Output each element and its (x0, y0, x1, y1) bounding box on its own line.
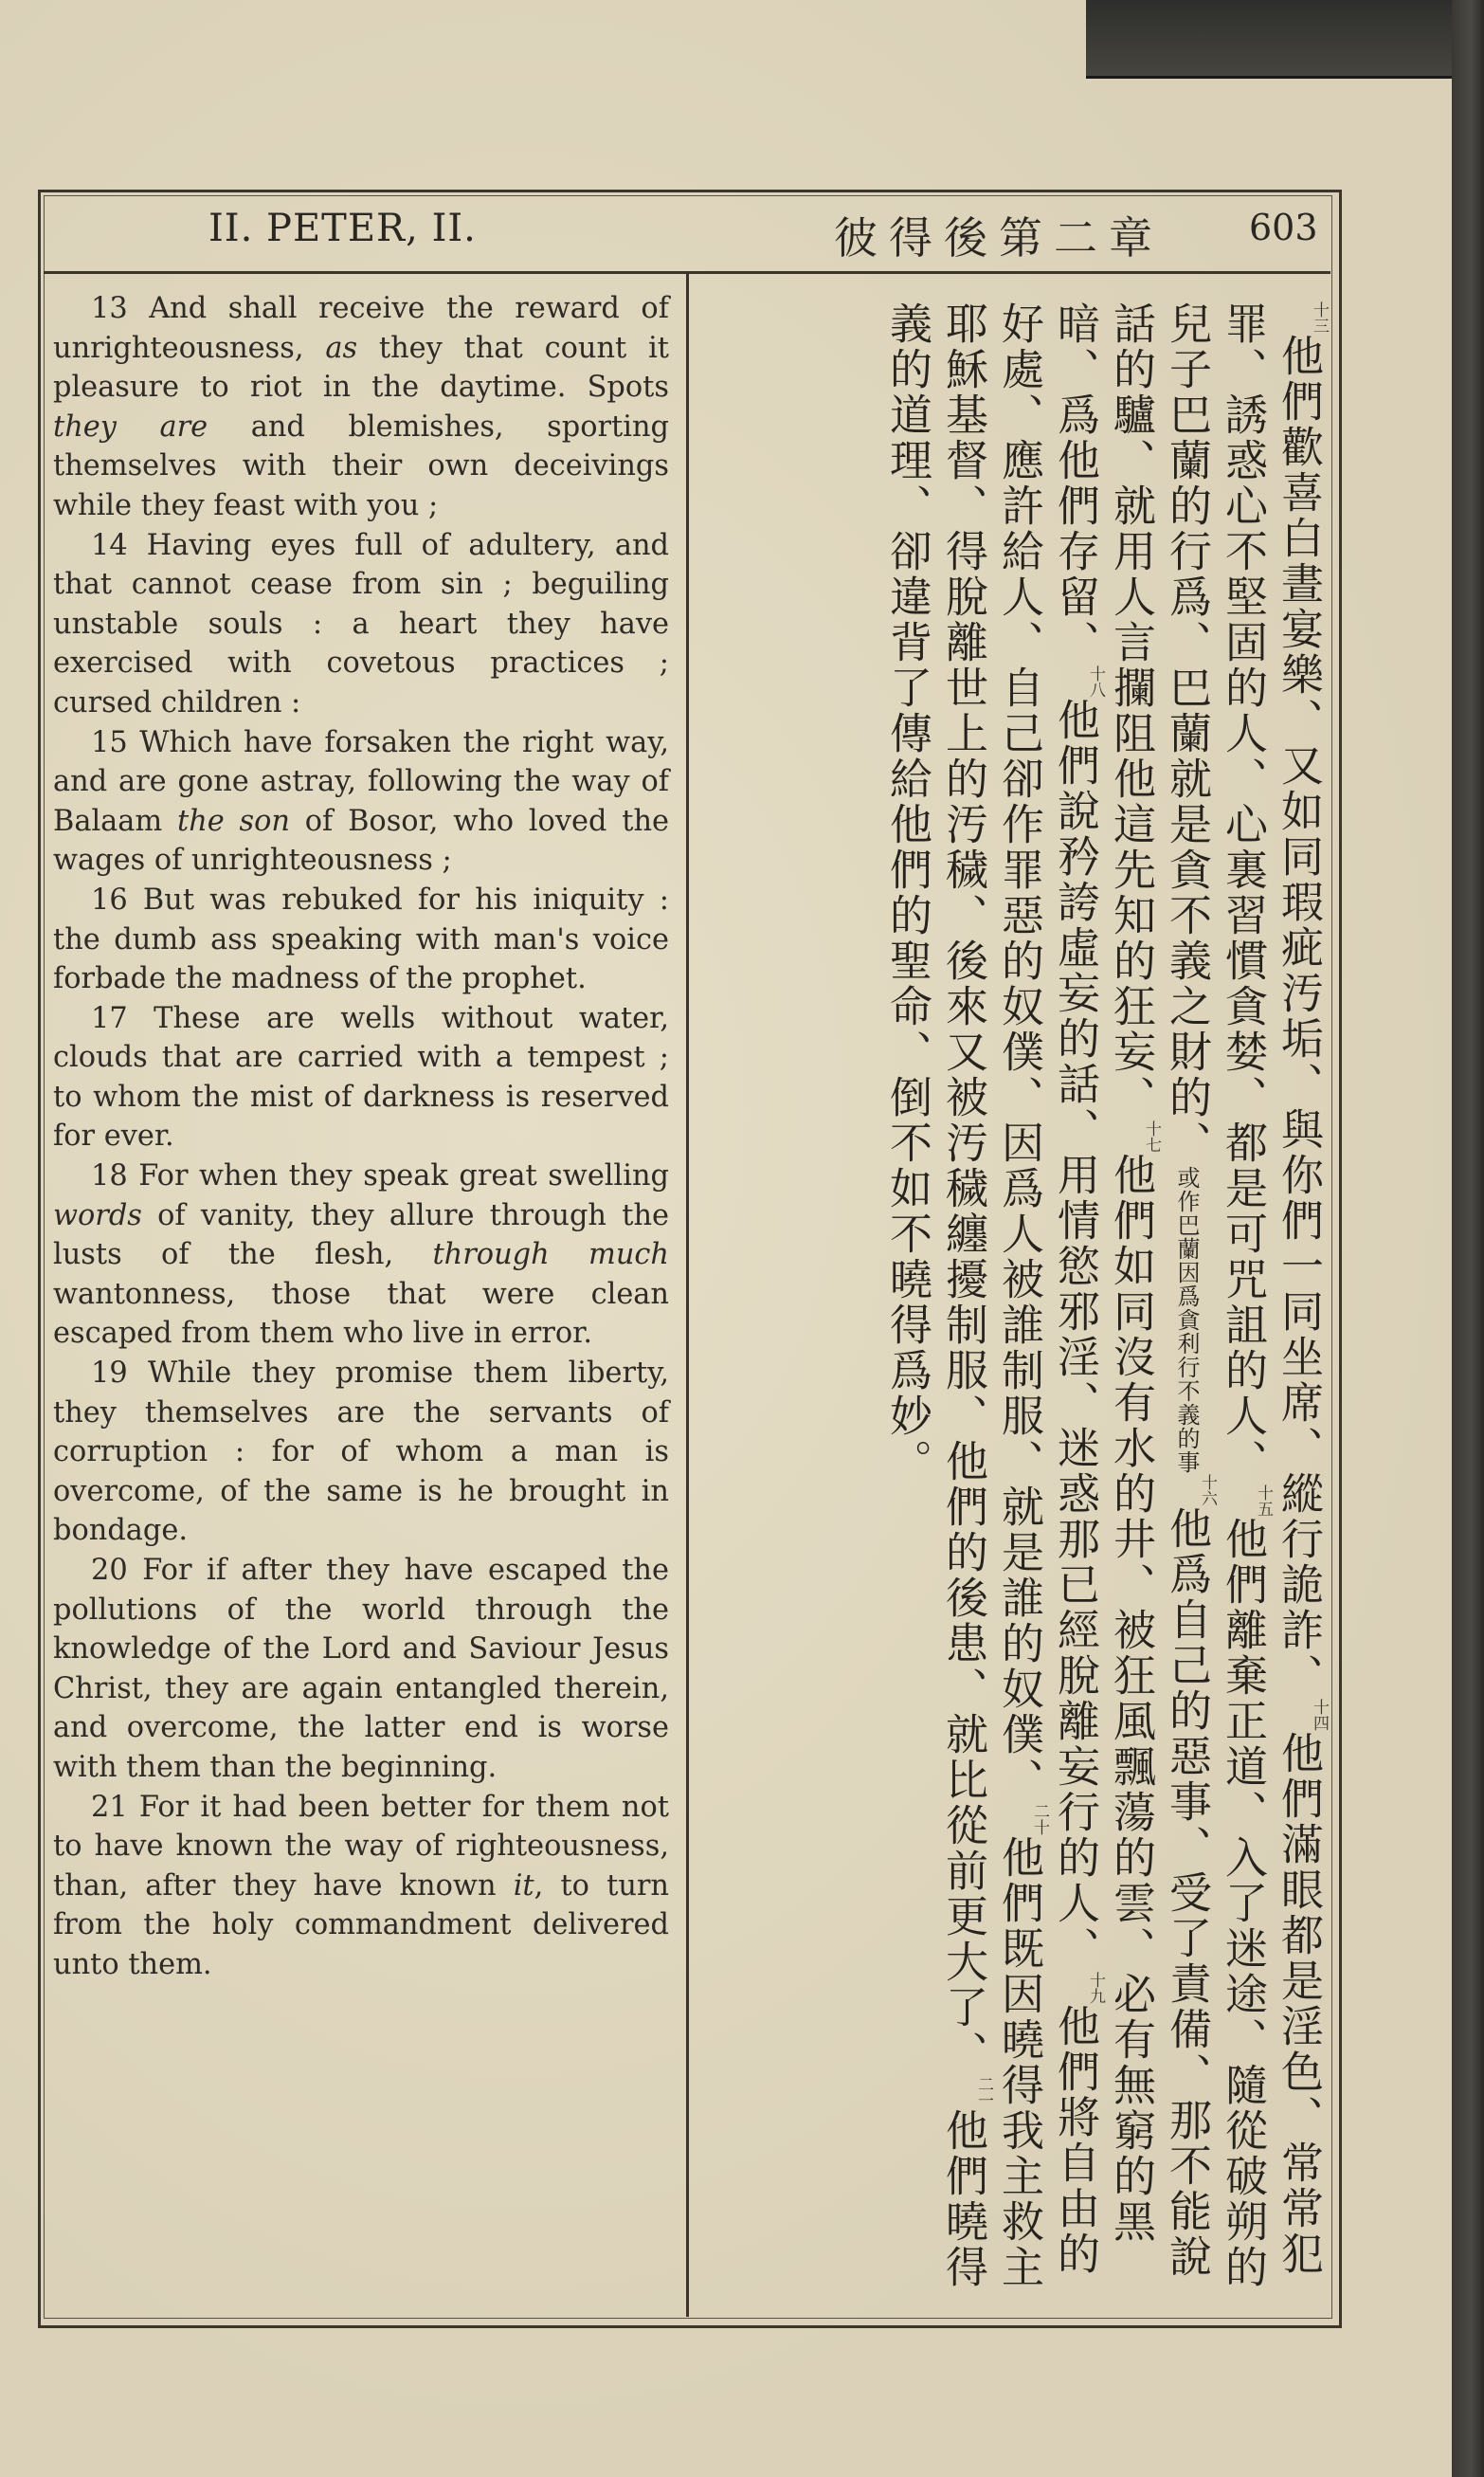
chinese-verse-17: 他們如同沒有水的井、被狂風飄蕩的雲、必有無窮的黑暗、爲他們存留、 (1050, 301, 1156, 2245)
verse-number: 14 (91, 528, 128, 562)
verse-number: 十三 (1310, 301, 1329, 334)
chinese-footnote: 或作巴蘭因爲貪利行不義的事 (1173, 1166, 1200, 1474)
verse-text: , to turn from the holy commandment delivered unto them. (53, 1868, 669, 1981)
english-verse-20 (53, 1551, 669, 1788)
verse-number: 21 (91, 1790, 128, 1824)
chinese-verse-14: 他們滿眼都是淫色、常常犯罪、誘惑心不堅固的人、心裏習慣貪婪、都是可咒詛的人、 (1218, 301, 1324, 2277)
verse-text: For if after they have escaped the pollutions of the world through the knowledge of the Lord and Saviour Jesus Christ, they are again entangled therein, and overcome, the latter end is worse with them than the beginning. (53, 1554, 669, 1784)
english-verse-21 (53, 1788, 669, 1985)
chinese-verse-15: 他們離棄正道、入了迷途、隨從破朔的兒子巴蘭的行爲、巴蘭就是貪不義之財的、 (1162, 301, 1268, 2290)
running-head-english: II. PETER, II. (208, 207, 477, 250)
verse-text: For when they speak great swelling (138, 1159, 669, 1193)
verse-number: 十五 (1254, 1484, 1273, 1517)
english-column (53, 289, 669, 1985)
verse-number: 15 (91, 725, 128, 759)
italic-text: words (53, 1198, 142, 1232)
verse-number: 16 (91, 883, 128, 917)
chinese-verse-18: 他們說矜誇虛妄的話、用情慾邪淫、迷惑那已經脫離妄行的人、 (1050, 698, 1100, 1972)
italic-text: through much (432, 1238, 669, 1272)
english-verse-15 (53, 723, 669, 881)
verse-number: 十八 (1086, 665, 1105, 698)
chinese-verse-21: 他們曉得義的道理、卻違背了傳給他們的聖命、倒不如不曉得爲妙。 (882, 301, 988, 2290)
verse-text: While they promise them liberty, they themselves are the servants of corruption : for of whom a man is overcome, of the same is he brought in bondage. (53, 1357, 669, 1548)
page-number: 603 (1249, 207, 1318, 248)
verse-text: they that count it pleasure to riot in the daytime. Spots (53, 331, 670, 405)
verse-number: 二一 (974, 2076, 993, 2108)
english-verse-13 (53, 289, 669, 526)
verse-number: 十九 (1086, 1972, 1105, 2004)
italic-text: they are (53, 410, 208, 444)
italic-text: it (513, 1868, 534, 1903)
book-cover-edge (1086, 0, 1484, 79)
verse-text: of Bosor, who loved the wages of unrighteousness ; (53, 804, 669, 878)
verse-text: For it had been better for them not to have known the way of righteousness, than, after they have known (53, 1790, 669, 1903)
chinese-verse-20: 他們既因曉得我主救主耶穌基督、得脫離世上的汚穢、後來又被汚穢纏擾制服、他們的後患、就比從前更大了、 (938, 301, 1044, 2290)
italic-text: as (325, 331, 358, 365)
verse-text: Which have forsaken the right way, and are gone astray, following the way of Balaam (53, 725, 669, 838)
english-verse-19 (53, 1354, 669, 1551)
verse-text: of vanity, they allure through the lusts of the flesh, (53, 1198, 669, 1272)
book-spine (1452, 0, 1484, 2477)
english-verse-17 (53, 999, 669, 1157)
english-verse-16 (53, 881, 669, 999)
verse-text: These are wells without water, clouds that are carried with a tempest ; to whom the mist of darkness is reserved for ever. (53, 1001, 669, 1154)
verse-text: wantonness, those that were clean escaped from them who live in error. (53, 1277, 669, 1351)
verse-text: Having eyes full of adultery, and that cannot cease from sin ; beguiling unstable souls : a heart they have exercised with covetous practices ; cursed children : (53, 528, 669, 719)
verse-number: 十七 (1142, 1120, 1161, 1153)
verse-number: 十六 (1198, 1474, 1217, 1506)
verse-number: 17 (91, 1001, 128, 1035)
column-divider (686, 274, 689, 2317)
chinese-column (697, 301, 1327, 2311)
verse-number: 13 (91, 292, 128, 325)
verse-text: and blemishes, sporting themselves with their own deceivings while they feast with you ; (53, 410, 669, 522)
verse-number: 20 (91, 1554, 128, 1587)
chinese-verse-19: 他們將自由的好處、應許給人、自己卻作罪惡的奴僕、因爲人被誰制服、就是誰的奴僕、 (994, 301, 1100, 2277)
verse-number: 19 (91, 1357, 128, 1391)
running-head-chinese: 彼得後第二章 (834, 212, 1164, 264)
verse-number: 18 (91, 1159, 128, 1193)
english-verse-14 (53, 526, 669, 723)
verse-text: And shall receive the reward of unrighteousness, (53, 292, 669, 365)
verse-number: 十四 (1310, 1699, 1329, 1731)
verse-text: But was rebuked for his iniquity : the dumb ass speaking with man's voice forbade the madness of the prophet. (53, 883, 669, 996)
italic-text: the son (177, 804, 290, 838)
chinese-verse-13: 他們歡喜白晝宴樂、又如同瑕疵汚垢、與你們一同坐席、縱行詭詐、 (1274, 334, 1324, 1699)
english-verse-18 (53, 1157, 669, 1354)
chinese-verse-16: 他爲自己的惡事、受了責備、那不能說話的驢、就用人言攔阻他這先知的狂妄、 (1106, 301, 1212, 2280)
verse-number: 二十 (1030, 1803, 1049, 1835)
